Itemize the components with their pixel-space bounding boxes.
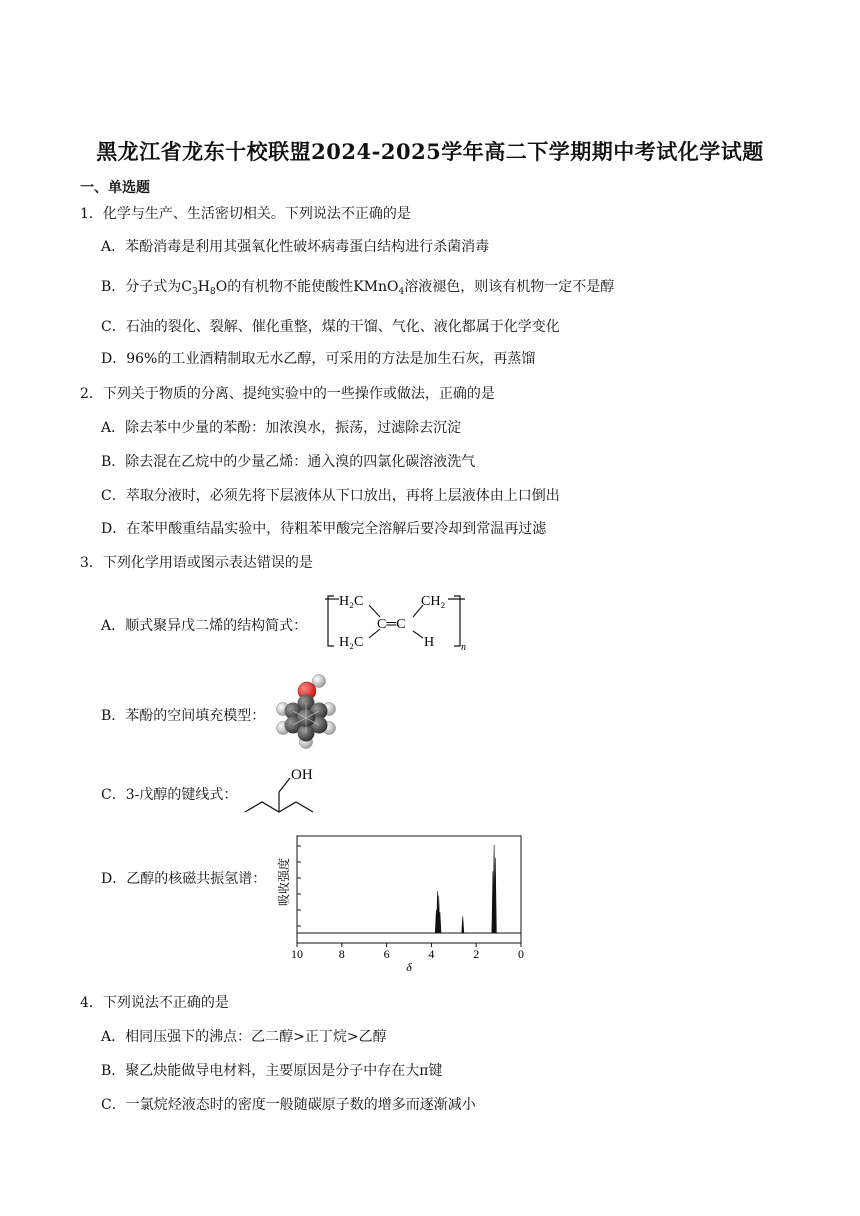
polyisoprene-structure (325, 590, 475, 652)
nmr-x-tick-label: 0 (518, 947, 524, 961)
nmr-frame (297, 836, 521, 943)
question-4-option-a: A．相同压强下的沸点：乙二醇>正丁烷>乙醇 (101, 1029, 387, 1045)
nmr-x-tick-label: 6 (383, 947, 390, 961)
question-4-stem: 4．下列说法不正确的是 (80, 995, 229, 1011)
question-3-option-d: D．乙醇的核磁共振氢谱： (101, 871, 267, 887)
ch2-bottom-left: H₂C (339, 635, 364, 650)
question-1-stem: 1．化学与生产、生活密切相关。下列说法不正确的是 (80, 206, 411, 222)
question-4-option-b: B．聚乙炔能做导电材料，主要原因是分子中存在大π键 (101, 1063, 443, 1079)
repeat-subscript-n: n (461, 642, 466, 652)
question-1-option-b: B．分子式为$C_3H_8O$的有机物不能使酸性KMnO$_4$溶液褪色，则该有机物一定不是醇 (101, 279, 615, 297)
nmr-peak (462, 916, 464, 933)
question-3-option-c: C．3-戊醇的键线式： (101, 787, 238, 803)
nmr-x-axis-label: δ (406, 960, 412, 974)
nmr-x-tick-label: 10 (291, 947, 303, 961)
nmr-x-tick-label: 2 (473, 947, 480, 961)
question-3-stem: 3．下列化学用语或图示表达错误的是 (80, 555, 313, 571)
ch2-top-right: CH₂ (421, 594, 446, 609)
nmr-y-axis-label: 吸收强度 (277, 857, 291, 907)
page-title: 黑龙江省龙东十校联盟2024-2025学年高二下学期期中考试化学试题 (96, 139, 764, 164)
question-2-option-a: A．除去苯中少量的苯酚：加浓溴水，振荡，过滤除去沉淀 (101, 420, 462, 436)
question-2-stem: 2．下列关于物质的分离、提纯实验中的一些操作或做法，正确的是 (80, 386, 495, 402)
pentanol-skeletal-formula (240, 760, 330, 820)
question-2-option-d: D．在苯甲酸重结晶实验中，待粗苯甲酸完全溶解后要冷却到常温再过滤 (101, 521, 547, 537)
question-2-option-c: C．萃取分液时，必须先将下层液体从下口放出，再将上层液体由上口倒出 (101, 488, 560, 504)
question-1-option-d: D．96%的工业酒精制取无水乙醇，可采用的方法是加生石灰，再蒸馏 (101, 351, 536, 367)
question-1-option-c: C．石油的裂化、裂解、催化重整，煤的干馏、气化、液化都属于化学变化 (101, 319, 560, 335)
double-bond-center: C═C (377, 617, 406, 632)
question-3-option-a: A．顺式聚异戊二烯的结构简式： (101, 618, 308, 634)
question-2-option-b: B．除去混在乙烷中的少量乙烯：通入溴的四氯化碳溶液洗气 (101, 454, 476, 470)
nmr-x-tick-labels (291, 947, 524, 961)
section-heading: 一、单选题 (80, 180, 150, 196)
nmr-spectrum-chart (270, 832, 530, 976)
question-4-option-c: C．一氯烷烃液态时的密度一般随碳原子数的增多而逐渐减小 (101, 1097, 476, 1113)
question-1-option-a: A．苯酚消毒是利用其强氧化性破坏病毒蛋白结构进行杀菌消毒 (101, 239, 490, 255)
question-3-option-b: B．苯酚的空间填充模型： (101, 708, 266, 724)
hydroxyl-label: OH (291, 767, 313, 783)
ch2-top-left: H₂C (339, 594, 364, 609)
nmr-plot-area (297, 836, 521, 947)
phenol-space-filling-model (271, 672, 341, 752)
nmr-x-tick-label: 4 (428, 947, 435, 961)
nmr-x-tick-label: 8 (338, 947, 345, 961)
h-bottom-right: H (424, 635, 435, 650)
